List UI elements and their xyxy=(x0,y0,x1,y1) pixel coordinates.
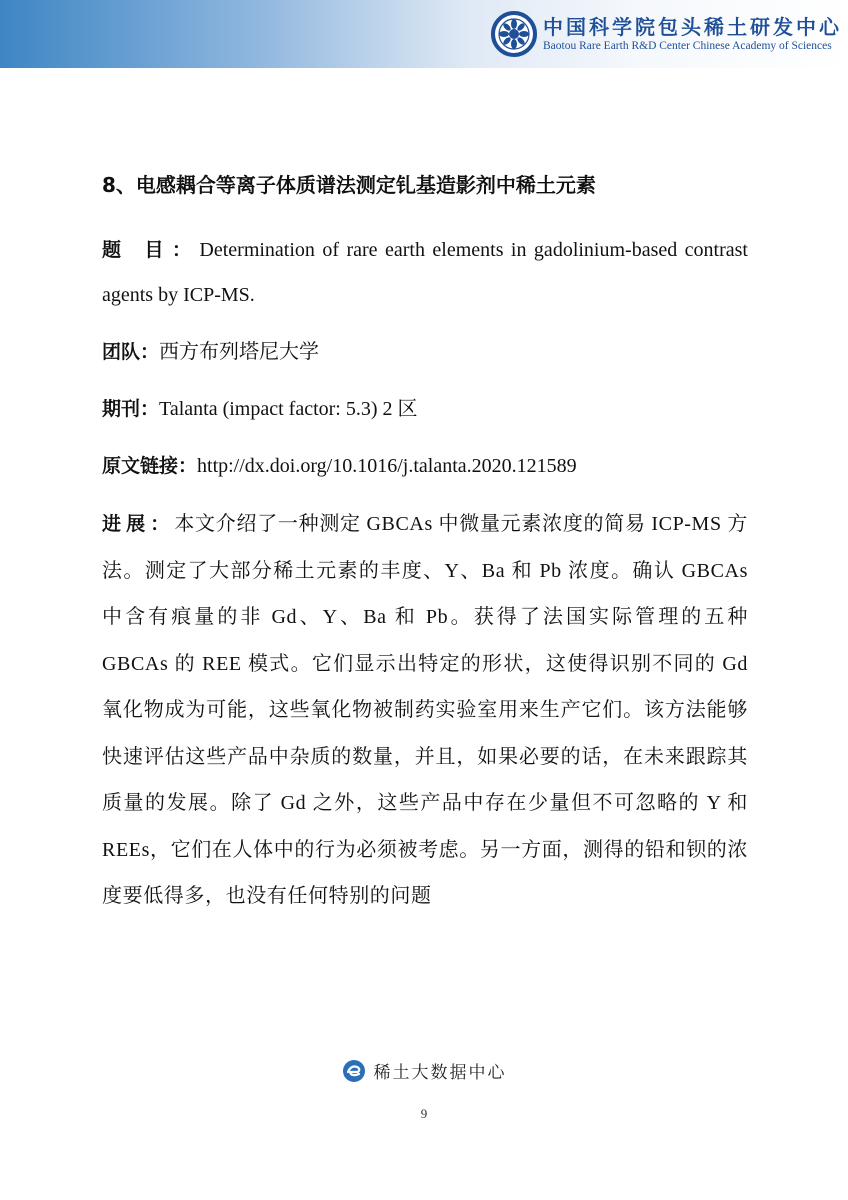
org-name xyxy=(543,15,842,53)
topic-paragraph xyxy=(102,228,748,318)
journal-value: Talanta (impact factor: 5.3) 2 区 xyxy=(159,398,418,420)
progress-value: 本文介绍了一种测定 GBCAs 中微量元素浓度的简易 ICP-MS 方法。测定了大部分稀土元素的丰度、Y、Ba 和 Pb 浓度。确认 GBCAs 中含有痕量的非 Gd、Y、Ba 和 Pb。获得了法国实际管理的五种 GBCAs 的 REE 模式。它们显示出特定的形状，这使得识别不同的 Gd 氧化物成为可能，这些氧化物被制药实验室用来生产它们。该方法能够快速评估这些产品中杂质的数量，并且，如果必要的话，在未来跟踪其质量的发展。除了 Gd 之外，这些产品中存在少量但不可忽略的 Y 和 REEs，它们在人体中的行为必须被考虑。另一方面，测得的铅和钡的浓度要低得多，也没有任何特别的问题 xyxy=(102,513,748,907)
journal-paragraph xyxy=(102,387,748,432)
org-name-en: Baotou Rare Earth R&D Center Chinese Academy of Sciences xyxy=(543,40,832,52)
link-label: 原文链接： xyxy=(102,455,198,477)
link-paragraph xyxy=(102,444,748,489)
footer-brand xyxy=(0,1058,848,1083)
progress-paragraph xyxy=(102,501,748,920)
topic-label: 题 目： xyxy=(102,239,200,261)
org-logo xyxy=(491,9,842,59)
progress-label: 进展： xyxy=(102,513,175,535)
team-label: 团队： xyxy=(102,341,160,363)
journal-label: 期刊： xyxy=(102,398,160,420)
topic-value: Determination of rare earth elements in gadolinium-based contrast agents by ICP-MS. xyxy=(102,239,748,306)
re-logo-icon xyxy=(342,1059,366,1083)
org-name-cn: 中国科学院包头稀土研发中心 xyxy=(543,15,842,39)
source-link[interactable]: http://dx.doi.org/10.1016/j.talanta.2020.121589 xyxy=(197,455,577,477)
page-number: 9 xyxy=(420,1106,428,1121)
header-band xyxy=(0,0,848,68)
team-paragraph xyxy=(102,330,748,375)
team-value: 西方布列塔尼大学 xyxy=(159,341,320,363)
footer-brand-text: 稀土大数据中心 xyxy=(373,1063,507,1083)
article-title: 8、电感耦合等离子体质谱法测定钆基造影剂中稀土元素 xyxy=(102,173,596,197)
article-body xyxy=(102,170,748,920)
cas-emblem-icon xyxy=(491,11,537,57)
